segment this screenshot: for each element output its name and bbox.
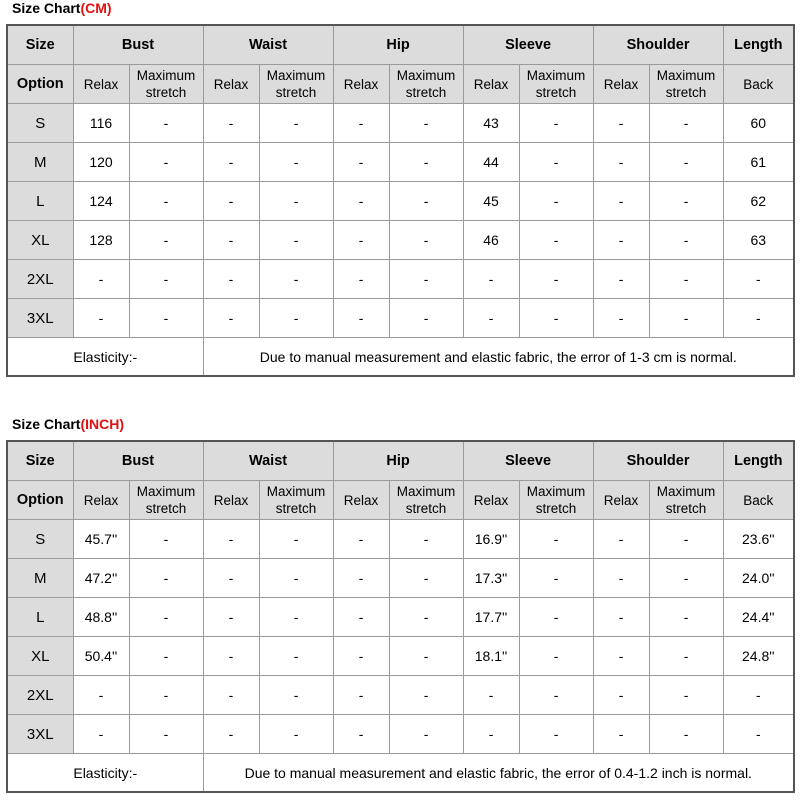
group-header-shoulder: Shoulder <box>593 25 723 65</box>
relax-header: Relax <box>333 65 389 104</box>
table-cell: - <box>519 559 593 598</box>
table-cell: - <box>389 143 463 182</box>
table-row <box>7 143 794 182</box>
subheader-row <box>7 481 794 520</box>
size-label: 3XL <box>7 715 73 754</box>
table-row <box>7 299 794 338</box>
table-cell: - <box>129 182 203 221</box>
table-cell: 43 <box>463 104 519 143</box>
max-stretch-header: Maximum stretch <box>129 65 203 104</box>
table-cell: - <box>259 104 333 143</box>
table-cell: - <box>389 260 463 299</box>
table-cell: 44 <box>463 143 519 182</box>
table-cell: - <box>723 299 794 338</box>
table-cell: - <box>593 676 649 715</box>
table-cell: - <box>73 299 129 338</box>
table-cell: 18.1'' <box>463 637 519 676</box>
table-row <box>7 260 794 299</box>
table-cell: 45 <box>463 182 519 221</box>
table-cell: - <box>203 143 259 182</box>
table-cell: 63 <box>723 221 794 260</box>
max-stretch-header: Maximum stretch <box>389 481 463 520</box>
footer-row <box>7 338 794 377</box>
table-cell: - <box>259 676 333 715</box>
table-cell: - <box>259 715 333 754</box>
table-cell: - <box>389 715 463 754</box>
back-header: Back <box>723 65 794 104</box>
max-stretch-header: Maximum stretch <box>259 65 333 104</box>
table-cell: - <box>333 715 389 754</box>
size-label: M <box>7 559 73 598</box>
table-cell: - <box>519 143 593 182</box>
table-cell: - <box>259 221 333 260</box>
max-stretch-header: Maximum stretch <box>649 481 723 520</box>
table-cell: - <box>389 676 463 715</box>
table-cell: - <box>73 260 129 299</box>
group-header-shoulder: Shoulder <box>593 441 723 481</box>
table-row <box>7 715 794 754</box>
table-cell: 60 <box>723 104 794 143</box>
table-cell: - <box>259 598 333 637</box>
table-cell: - <box>203 559 259 598</box>
group-header-bust: Bust <box>73 25 203 65</box>
table-cell: - <box>649 299 723 338</box>
table-row <box>7 221 794 260</box>
table-cell: - <box>593 182 649 221</box>
table-cell: - <box>723 676 794 715</box>
size-table <box>6 440 795 793</box>
table-cell: 16.9'' <box>463 520 519 559</box>
table-cell: - <box>593 598 649 637</box>
table-cell: 124 <box>73 182 129 221</box>
table-cell: - <box>593 260 649 299</box>
relax-header: Relax <box>463 65 519 104</box>
table-cell: - <box>519 260 593 299</box>
table-cell: - <box>649 260 723 299</box>
table-cell: - <box>649 715 723 754</box>
table-cell: 128 <box>73 221 129 260</box>
table-cell: - <box>203 598 259 637</box>
table-cell: - <box>259 559 333 598</box>
table-cell: - <box>203 260 259 299</box>
table-cell: - <box>723 715 794 754</box>
chart-title: Size Chart(INCH) <box>12 416 125 432</box>
table-cell: - <box>333 104 389 143</box>
table-row <box>7 637 794 676</box>
table-cell: - <box>593 637 649 676</box>
measurement-note: Due to manual measurement and elastic fabric, the error of 1-3 cm is normal. <box>203 338 794 377</box>
table-cell: - <box>593 520 649 559</box>
table-cell: - <box>333 676 389 715</box>
table-cell: - <box>593 299 649 338</box>
table-cell: - <box>129 221 203 260</box>
table-cell: - <box>389 598 463 637</box>
size-chart-inch <box>6 416 793 793</box>
table-cell: - <box>389 637 463 676</box>
elasticity-label: Elasticity:- <box>7 338 203 377</box>
table-cell: - <box>333 299 389 338</box>
table-cell: - <box>203 637 259 676</box>
table-cell: - <box>463 299 519 338</box>
relax-header: Relax <box>593 481 649 520</box>
table-cell: - <box>649 143 723 182</box>
size-label: L <box>7 598 73 637</box>
table-cell: 24.8'' <box>723 637 794 676</box>
table-cell: - <box>259 520 333 559</box>
table-cell: 61 <box>723 143 794 182</box>
table-cell: - <box>649 637 723 676</box>
group-header-sleeve: Sleeve <box>463 25 593 65</box>
table-row <box>7 676 794 715</box>
table-cell: 116 <box>73 104 129 143</box>
table-cell: - <box>649 104 723 143</box>
elasticity-label: Elasticity:- <box>7 754 203 793</box>
table-cell: - <box>333 260 389 299</box>
header-row <box>7 441 794 481</box>
max-stretch-header: Maximum stretch <box>389 65 463 104</box>
size-label: XL <box>7 221 73 260</box>
table-cell: 120 <box>73 143 129 182</box>
table-cell: - <box>649 598 723 637</box>
size-rows <box>7 520 794 754</box>
table-cell: - <box>333 520 389 559</box>
table-cell: 17.7'' <box>463 598 519 637</box>
table-cell: - <box>389 221 463 260</box>
group-header-sleeve: Sleeve <box>463 441 593 481</box>
relax-header: Relax <box>73 481 129 520</box>
table-cell: - <box>203 520 259 559</box>
table-cell: - <box>129 637 203 676</box>
table-cell: - <box>333 221 389 260</box>
subheader-row <box>7 65 794 104</box>
table-cell: - <box>129 598 203 637</box>
table-cell: 47.2'' <box>73 559 129 598</box>
measurement-note: Due to manual measurement and elastic fabric, the error of 0.4-1.2 inch is normal. <box>203 754 794 793</box>
group-header-waist: Waist <box>203 441 333 481</box>
table-cell: - <box>519 299 593 338</box>
table-cell: - <box>129 143 203 182</box>
table-cell: - <box>389 559 463 598</box>
size-header: Size <box>7 25 73 65</box>
group-header-bust: Bust <box>73 441 203 481</box>
table-cell: - <box>649 520 723 559</box>
size-label: M <box>7 143 73 182</box>
size-label: S <box>7 520 73 559</box>
table-cell: - <box>519 715 593 754</box>
table-cell: - <box>333 559 389 598</box>
size-header: Size <box>7 441 73 481</box>
table-cell: - <box>203 299 259 338</box>
table-cell: - <box>519 104 593 143</box>
size-label: L <box>7 182 73 221</box>
table-cell: 48.8'' <box>73 598 129 637</box>
table-cell: - <box>463 715 519 754</box>
relax-header: Relax <box>73 65 129 104</box>
table-cell: - <box>203 715 259 754</box>
max-stretch-header: Maximum stretch <box>519 65 593 104</box>
table-cell: - <box>333 143 389 182</box>
table-cell: - <box>389 299 463 338</box>
table-row <box>7 182 794 221</box>
size-label: 2XL <box>7 676 73 715</box>
table-cell: - <box>649 182 723 221</box>
group-header-length: Length <box>723 441 794 481</box>
table-cell: - <box>73 676 129 715</box>
group-header-waist: Waist <box>203 25 333 65</box>
header-row <box>7 25 794 65</box>
table-cell: - <box>519 221 593 260</box>
chart-title: Size Chart(CM) <box>12 0 112 16</box>
unit-label: (INCH) <box>80 416 125 432</box>
table-cell: - <box>649 221 723 260</box>
table-cell: 24.0'' <box>723 559 794 598</box>
size-chart-cm <box>6 0 793 377</box>
table-cell: - <box>129 520 203 559</box>
relax-header: Relax <box>203 65 259 104</box>
table-cell: - <box>73 715 129 754</box>
option-header: Option <box>7 65 73 104</box>
table-cell: - <box>129 299 203 338</box>
table-cell: - <box>259 143 333 182</box>
group-header-hip: Hip <box>333 25 463 65</box>
relax-header: Relax <box>333 481 389 520</box>
table-cell: - <box>333 182 389 221</box>
size-rows <box>7 104 794 338</box>
table-cell: - <box>519 182 593 221</box>
table-cell: - <box>389 520 463 559</box>
table-cell: 46 <box>463 221 519 260</box>
back-header: Back <box>723 481 794 520</box>
table-cell: - <box>519 520 593 559</box>
size-label: 3XL <box>7 299 73 338</box>
table-cell: - <box>129 676 203 715</box>
table-cell: - <box>259 637 333 676</box>
table-cell: - <box>389 182 463 221</box>
table-cell: - <box>259 299 333 338</box>
table-cell: - <box>649 676 723 715</box>
table-cell: - <box>333 637 389 676</box>
table-row <box>7 598 794 637</box>
max-stretch-header: Maximum stretch <box>259 481 333 520</box>
table-cell: - <box>129 104 203 143</box>
table-cell: - <box>129 260 203 299</box>
relax-header: Relax <box>593 65 649 104</box>
size-table <box>6 24 795 377</box>
table-row <box>7 104 794 143</box>
size-label: S <box>7 104 73 143</box>
footer-row <box>7 754 794 793</box>
table-cell: - <box>203 182 259 221</box>
size-label: XL <box>7 637 73 676</box>
max-stretch-header: Maximum stretch <box>649 65 723 104</box>
table-cell: - <box>259 182 333 221</box>
table-cell: 24.4'' <box>723 598 794 637</box>
table-cell: - <box>389 104 463 143</box>
table-cell: - <box>203 104 259 143</box>
table-cell: - <box>723 260 794 299</box>
table-cell: - <box>593 715 649 754</box>
table-cell: - <box>593 143 649 182</box>
table-cell: - <box>519 637 593 676</box>
max-stretch-header: Maximum stretch <box>519 481 593 520</box>
table-cell: 50.4'' <box>73 637 129 676</box>
table-cell: - <box>129 559 203 598</box>
size-label: 2XL <box>7 260 73 299</box>
relax-header: Relax <box>463 481 519 520</box>
table-cell: - <box>203 676 259 715</box>
relax-header: Relax <box>203 481 259 520</box>
table-cell: 62 <box>723 182 794 221</box>
table-cell: - <box>463 676 519 715</box>
table-cell: - <box>463 260 519 299</box>
table-row <box>7 520 794 559</box>
group-header-length: Length <box>723 25 794 65</box>
table-cell: 23.6'' <box>723 520 794 559</box>
max-stretch-header: Maximum stretch <box>129 481 203 520</box>
table-cell: - <box>593 221 649 260</box>
table-cell: 45.7'' <box>73 520 129 559</box>
table-cell: - <box>519 598 593 637</box>
table-cell: - <box>129 715 203 754</box>
option-header: Option <box>7 481 73 520</box>
table-cell: - <box>593 104 649 143</box>
table-cell: - <box>649 559 723 598</box>
table-cell: - <box>259 260 333 299</box>
table-row <box>7 559 794 598</box>
table-cell: 17.3'' <box>463 559 519 598</box>
table-cell: - <box>333 598 389 637</box>
table-cell: - <box>593 559 649 598</box>
table-cell: - <box>519 676 593 715</box>
group-header-hip: Hip <box>333 441 463 481</box>
unit-label: (CM) <box>80 0 112 16</box>
table-cell: - <box>203 221 259 260</box>
